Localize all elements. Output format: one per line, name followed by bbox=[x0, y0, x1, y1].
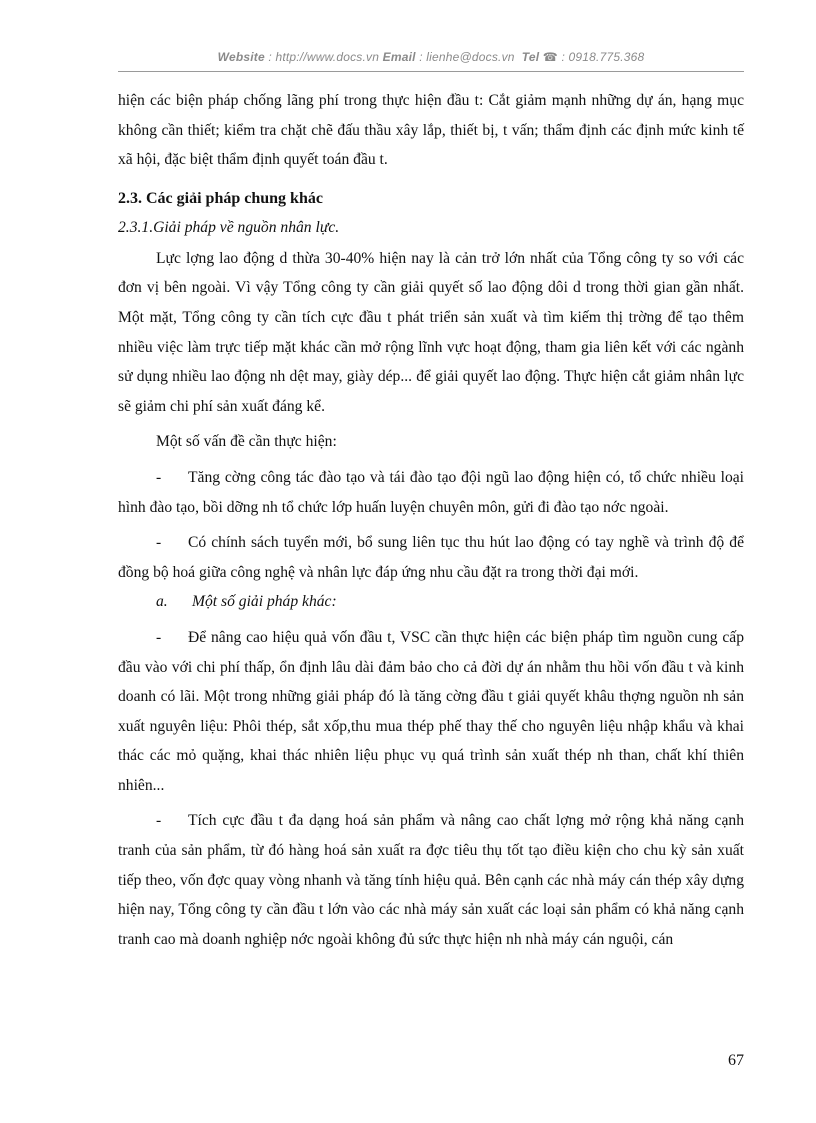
page-header bbox=[118, 50, 744, 64]
email-link[interactable]: lienhe@docs.vn bbox=[426, 50, 515, 64]
subheading-other-solutions bbox=[118, 587, 744, 617]
bullet-diversification bbox=[118, 806, 744, 954]
subheading-label: a. bbox=[156, 593, 168, 611]
website-label: Website bbox=[217, 50, 265, 64]
website-link[interactable]: http://www.docs.vn bbox=[275, 50, 380, 64]
bullet-recruitment bbox=[118, 528, 744, 587]
telephone-icon: ☎ bbox=[542, 50, 558, 64]
section-heading: 2.3. Các giải pháp chung khác bbox=[118, 189, 323, 207]
bullet-text: Tăng cờng công tác đào tạo và tái đào tạo đội ngũ lao động hiện có, tổ chức nhiều loại hình đào tạo, bồi dỡng nh tổ chức lớp huấn luyện chuyên môn, gửi đi đào tạo nớc ngoài. bbox=[118, 468, 744, 516]
paragraph-issues-intro: Một số vấn đề cần thực hiện: bbox=[156, 433, 337, 451]
bullet-dash: - bbox=[156, 468, 162, 486]
bullet-text: Để nâng cao hiệu quả vốn đầu t, VSC cần thực hiện các biện pháp tìm nguồn cung cấp đầu vào với chi phí thấp, ổn định lâu dài đảm bảo cho cả đời dự án nhằm thu hồi vốn đầu t và kinh doanh có lãi. Một trong những giải pháp đó là tăng cờng đầu t giải quyết khâu thợng nguồn nh sản xuất nguyên liệu: Phôi thép, sắt xốp,thu mua thép phế thay thế cho nguyên liệu nhập khẩu và khai thác các mỏ quặng, khai thác nhiên liệu phục vụ quá trình sản xuất thép nh than, chất khí thiên nhiên... bbox=[118, 628, 744, 794]
page-number: 67 bbox=[728, 1052, 744, 1069]
email-separator: : bbox=[415, 50, 427, 64]
bullet-dash: - bbox=[156, 534, 162, 552]
email-label: Email bbox=[382, 50, 416, 64]
bullet-text: Có chính sách tuyển mới, bổ sung liên tục thu hút lao động có tay nghề và trình độ để đồng bộ hoá giữa công nghệ và nhân lực đáp ứng nhu cầu đặt ra trong thời đại mới. bbox=[118, 534, 744, 581]
header-divider bbox=[118, 71, 744, 72]
subsection-heading: 2.3.1.Giải pháp về nguồn nhân lực. bbox=[118, 218, 340, 236]
document-body bbox=[118, 86, 744, 954]
tel-label: Tel bbox=[521, 50, 540, 64]
website-separator: : bbox=[264, 50, 276, 64]
bullet-capital-efficiency bbox=[118, 623, 744, 801]
bullet-dash: - bbox=[156, 628, 162, 646]
bullet-text: Tích cực đầu t đa dạng hoá sản phẩm và nâng cao chất lợng mở rộng khả năng cạnh tranh của sản phẩm, từ đó hàng hoá sản xuất ra đợc tiêu thụ tốt tạo điều kiện cho chu kỳ sản xuất tiếp theo, vốn đợc quay vòng nhanh và tăng tính hiệu quả. Bên cạnh các nhà máy cán thép xây dựng hiện nay, Tổng công ty cần đầu t lớn vào các nhà máy sản xuất các loại sản phẩm có khả năng cạnh tranh cao mà doanh nghiệp nớc ngoài không đủ sức thực hiện nh nhà máy cán nguội, cán bbox=[118, 812, 744, 948]
subheading-text: Một số giải pháp khác: bbox=[192, 593, 337, 611]
paragraph-continued: hiện các biện pháp chống lãng phí trong thực hiện đầu t: Cắt giảm mạnh những dự án, hạng mục không cần thiết; kiểm tra chặt chẽ đấu thầu xây lắp, thiết bị, t vấn; thẩm định các định mức kinh tế xã hội, đặc biệt thẩm định quyết toán đầu t. bbox=[118, 92, 744, 169]
bullet-training bbox=[118, 463, 744, 522]
paragraph-workforce: Lực lợng lao động d thừa 30-40% hiện nay là cản trở lớn nhất của Tổng công ty so với các đơn vị bên ngoài. Vì vậy Tổng công ty cần giải quyết số lao động dôi d trong thời gian gần nhất. Một mặt, Tổng công ty cần tích cực đầu t phát triển sản xuất và tìm kiếm thị trờng để tạo thêm nhiều việc làm trực tiếp mặt khác cần mở rộng lĩnh vực hoạt động, tham gia liên kết với các ngành sử dụng nhiều lao động nh dệt may, giày dép... để giải quyết lao động. Thực hiện cắt giảm nhân lực sẽ giảm chi phí sản xuất đáng kể. bbox=[118, 249, 744, 415]
tel-value: : 0918.775.368 bbox=[557, 50, 645, 64]
bullet-dash: - bbox=[156, 812, 162, 830]
